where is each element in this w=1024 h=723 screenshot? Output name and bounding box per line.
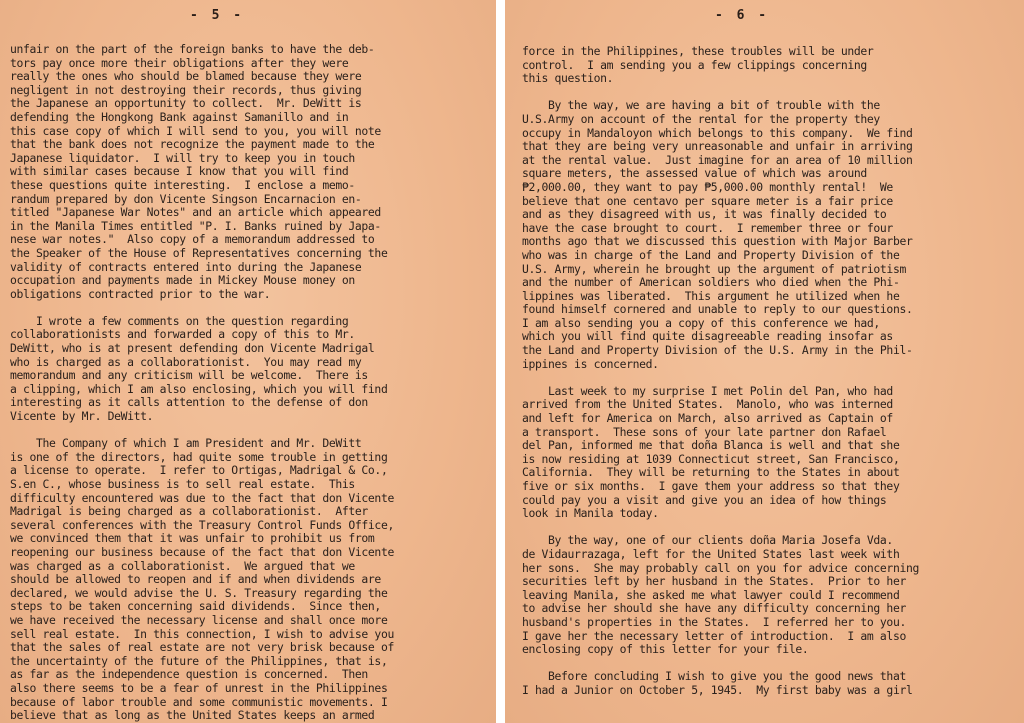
text-line: By the way, one of our clients doña Maria Josefa Vda. bbox=[522, 533, 893, 548]
right-page-text bbox=[522, 45, 1022, 698]
text-line: Before concluding I wish to give you the good news that bbox=[522, 669, 906, 684]
text-line: really the ones who should be blamed because they were bbox=[10, 69, 362, 84]
paragraph bbox=[10, 315, 495, 424]
paragraph bbox=[10, 437, 495, 722]
text-line: interesting as it calls attention to the defense of don bbox=[10, 395, 368, 410]
text-line: collaborationists and forwarded a copy of this to Mr. bbox=[10, 327, 355, 342]
text-line: a transport. These sons of your late partner don Rafael bbox=[522, 424, 887, 439]
text-line: could pay you a visit and give you an idea of how things bbox=[522, 492, 887, 507]
text-line: reopening our business because of the fact that don Vicente bbox=[10, 544, 394, 559]
text-line: look in Manila today. bbox=[522, 506, 659, 521]
text-line: I gave her the necessary letter of introduction. I am also bbox=[522, 628, 906, 643]
text-line: arrived from the United States. Manolo, who was interned bbox=[522, 397, 893, 412]
text-line: the Land and Property Division of the U.S. Army in the Phil- bbox=[522, 343, 913, 358]
text-line: nese war notes." Also copy of a memorandum addressed to bbox=[10, 232, 375, 247]
text-line: at the rental value. Just imagine for an area of 10 million bbox=[522, 152, 913, 167]
text-line: DeWitt, who is at present defending don Vicente Madrigal bbox=[10, 341, 375, 356]
paragraph bbox=[522, 670, 1022, 697]
right-page bbox=[505, 0, 1024, 723]
text-line: declared, we would advise the U. S. Treasury regarding the bbox=[10, 585, 388, 600]
text-line: that the sales of real estate are not very brisk because of bbox=[10, 640, 394, 655]
page-number-right: - 6 - bbox=[715, 8, 770, 23]
text-line: I am also sending you a copy of this conference we had, bbox=[522, 315, 880, 330]
page-number-left: - 5 - bbox=[190, 8, 245, 23]
text-line: occupy in Mandaloyon which belongs to this company. We find bbox=[522, 125, 913, 140]
text-line: ₱2,000.00, they want to pay ₱5,000.00 monthly rental! We bbox=[522, 179, 893, 194]
text-line: this case copy of which I will send to you, you will note bbox=[10, 123, 381, 138]
text-line: that they are being very unreasonable and unfair in arriving bbox=[522, 139, 913, 154]
paragraph-gap bbox=[10, 424, 495, 438]
text-line: who is charged as a collaborationist. You may read my bbox=[10, 354, 362, 369]
text-line: lippines was liberated. This argument he utilized when he bbox=[522, 288, 900, 303]
text-line: unfair on the part of the foreign banks to have the deb- bbox=[10, 42, 375, 56]
text-line: memorandum and any criticism will be welcome. There is bbox=[10, 368, 368, 383]
text-line: believe that as long as the United States keeps an armed bbox=[10, 708, 375, 723]
paragraph bbox=[522, 99, 1022, 371]
text-line: sell real estate. In this connection, I wish to advise you bbox=[10, 626, 394, 641]
text-line: the uncertainty of the future of the Philippines, that is, bbox=[10, 653, 388, 668]
text-line: this question. bbox=[522, 71, 614, 86]
text-line: de Vidaurrazaga, left for the United States last week with bbox=[522, 546, 900, 561]
text-line: ippines is concerned. bbox=[522, 356, 659, 371]
text-line: leaving Manila, she asked me what lawyer could I recommend bbox=[522, 587, 900, 602]
text-line: several conferences with the Treasury Control Funds Office, bbox=[10, 517, 394, 532]
text-line: is now residing at 1039 Connecticut street, San Francisco, bbox=[522, 451, 900, 466]
text-line: U.S. Army, wherein he brought up the argument of patriotism bbox=[522, 261, 906, 276]
text-line: I wrote a few comments on the question regarding bbox=[10, 313, 349, 328]
text-line: also there seems to be a fear of unrest in the Philippines bbox=[10, 680, 388, 695]
text-line: to advise her should she have any difficulty concerning her bbox=[522, 601, 906, 616]
text-line: is one of the directors, had quite some trouble in getting bbox=[10, 449, 388, 464]
text-line: we have received the necessary license and shall once more bbox=[10, 612, 388, 627]
text-line: force in the Philippines, these troubles will be under bbox=[522, 44, 874, 58]
text-line: the Japanese an opportunity to collect. Mr. DeWitt is bbox=[10, 96, 362, 111]
text-line: steps to be taken concerning said dividends. Since then, bbox=[10, 599, 381, 614]
text-line: a clipping, which I am also enclosing, which you will find bbox=[10, 381, 388, 396]
text-line: and the number of American soldiers who died when the Phi- bbox=[522, 275, 900, 290]
text-line: because of labor trouble and some communistic movements. I bbox=[10, 694, 388, 709]
text-line: securities left by her husband in the States. Prior to her bbox=[522, 574, 906, 589]
paragraph bbox=[522, 45, 1022, 86]
text-line: months ago that we discussed this question with Major Barber bbox=[522, 234, 913, 249]
paragraph-gap bbox=[522, 86, 1022, 100]
page-gutter bbox=[496, 0, 505, 723]
text-line: square meters, the assessed value of which was around bbox=[522, 166, 867, 181]
text-line: and as they disagreed with us, it was finally decided to bbox=[522, 207, 887, 222]
text-line: found himself cornered and unable to reply to our questions. bbox=[522, 302, 913, 317]
text-line: was charged as a collaborationist. We argued that we bbox=[10, 558, 355, 573]
text-line: the Speaker of the House of Representatives concerning the bbox=[10, 245, 388, 260]
text-line: we convinced them that it was unfair to prohibit us from bbox=[10, 531, 375, 546]
text-line: have the case brought to court. I remember three or four bbox=[522, 220, 893, 235]
text-line: difficulty encountered was due to the fact that don Vicente bbox=[10, 490, 394, 505]
text-line: which you will find quite disagreeable reading insofar as bbox=[522, 329, 893, 344]
text-line: in the Manila Times entitled "P. I. Banks ruined by Japa- bbox=[10, 218, 381, 233]
paragraph bbox=[10, 43, 495, 301]
text-line: Last week to my surprise I met Polin del Pan, who had bbox=[522, 383, 893, 398]
text-line: five or six months. I gave them your address so that they bbox=[522, 479, 900, 493]
text-line: titled "Japanese War Notes" and an article which appeared bbox=[10, 205, 381, 220]
text-line: defending the Hongkong Bank against Samanillo and in bbox=[10, 109, 349, 124]
text-line: negligent in not destroying their records, thus giving bbox=[10, 82, 362, 97]
paragraph bbox=[522, 385, 1022, 521]
text-line: randum prepared by don Vicente Singson Encarnacion en- bbox=[10, 191, 362, 206]
text-line: I had a Junior on October 5, 1945. My first baby was a girl bbox=[522, 682, 913, 697]
text-line: a license to operate. I refer to Ortigas, Madrigal & Co., bbox=[10, 463, 388, 478]
left-page bbox=[0, 0, 496, 723]
text-line: Japanese liquidator. I will try to keep you in touch bbox=[10, 150, 355, 165]
text-line: By the way, we are having a bit of trouble with the bbox=[522, 98, 880, 113]
text-line: Vicente by Mr. DeWitt. bbox=[10, 409, 154, 424]
text-line: tors pay once more their obligations after they were bbox=[10, 55, 349, 70]
left-page-text bbox=[10, 43, 495, 723]
text-line: S.en C., whose business is to sell real estate. This bbox=[10, 477, 355, 491]
text-line: and left for America on March, also arrived as Captain of bbox=[522, 411, 893, 426]
text-line: that the bank does not recognize the payment made to the bbox=[10, 137, 375, 152]
text-line: as far as the independence question is concerned. Then bbox=[10, 667, 368, 682]
text-line: California. They will be returning to the States in about bbox=[522, 465, 900, 480]
paragraph-gap bbox=[10, 301, 495, 315]
text-line: Madrigal is being charged as a collaborationist. After bbox=[10, 504, 368, 519]
text-line: enclosing copy of this letter for your file. bbox=[522, 642, 809, 657]
text-line: occupation and payments made in Mickey Mouse money on bbox=[10, 273, 355, 288]
text-line: U.S.Army on account of the rental for the property they bbox=[522, 111, 880, 126]
text-line: her sons. She may probably call on you for advice concerning bbox=[522, 560, 919, 575]
paragraph-gap bbox=[522, 521, 1022, 535]
text-line: should be allowed to reopen and if and when dividends are bbox=[10, 572, 381, 587]
text-line: these questions quite interesting. I enclose a memo- bbox=[10, 177, 355, 192]
text-line: obligations contracted prior to the war. bbox=[10, 286, 271, 301]
text-line: who was in charge of the Land and Property Division of the bbox=[522, 247, 900, 262]
text-line: husband's properties in the States. I referred her to you. bbox=[522, 614, 906, 629]
text-line: del Pan, informed me that doña Blanca is well and that she bbox=[522, 438, 900, 453]
text-line: validity of contracts entered into during the Japanese bbox=[10, 259, 362, 274]
text-line: control. I am sending you a few clippings concerning bbox=[522, 57, 867, 72]
paragraph bbox=[522, 534, 1022, 656]
text-line: believe that one centavo per square meter is a fair price bbox=[522, 193, 893, 208]
paragraph-gap bbox=[522, 371, 1022, 385]
text-line: The Company of which I am President and Mr. DeWitt bbox=[10, 436, 362, 451]
paragraph-gap bbox=[522, 657, 1022, 671]
text-line: with similar cases because I know that you will find bbox=[10, 164, 349, 179]
